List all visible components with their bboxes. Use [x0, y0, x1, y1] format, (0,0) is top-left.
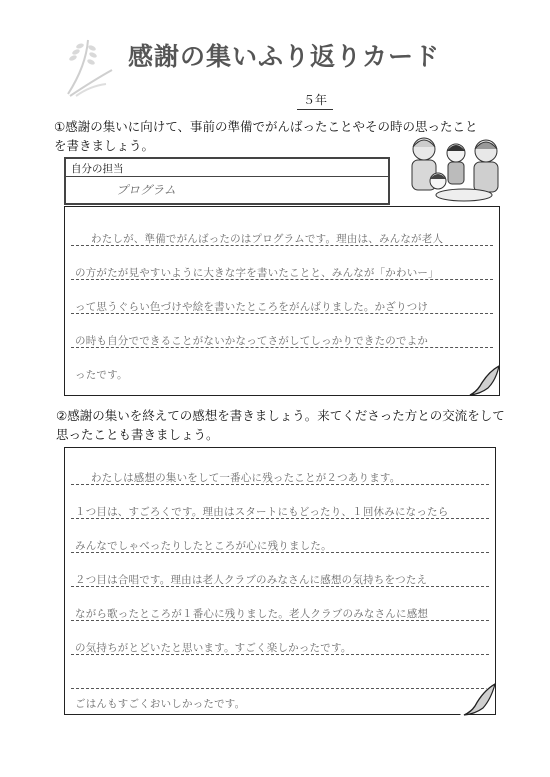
role-box — [64, 157, 390, 205]
answer-1-line-1: わたしが、準備でがんばったのはプログラムです。理由は、みんなが老人 — [91, 233, 444, 245]
answer-2-line-2: １つ目は、すごろくです。理由はスタートにもどったり、１回休みになったら — [75, 506, 449, 518]
answer-2-line-1: わたしは感想の集いをして一番心に残ったことが２つあります。 — [91, 472, 401, 484]
answer-2-line-5: ながら歌ったところが１番心に残りました。老人クラブのみなさんに感想 — [75, 608, 429, 620]
answer-2-line-6: の気持ちがとどいたと思います。すごく楽しかったです。 — [75, 642, 352, 654]
page-curl-icon — [460, 680, 496, 716]
grade-label: ５年 — [297, 91, 333, 110]
answer-1-line-5: ったです。 — [75, 369, 128, 381]
role-value[interactable]: プログラム — [116, 183, 176, 197]
answer-panel-1[interactable] — [64, 206, 500, 396]
answer-panel-2[interactable] — [64, 447, 496, 715]
answer-2-line-4: ２つ目は合唱です。理由は老人クラブのみなさんに感想の気持ちをつたえ — [75, 574, 428, 586]
answer-1-line-4: の時も自分でできることがないかなってさがしてしっかりできたのでよか — [75, 335, 429, 347]
role-label: 自分の担当 — [71, 163, 124, 175]
answer-1-line-3: って思うぐらい色づけや絵を書いたところをがんばりました。かざりつけ — [75, 301, 429, 313]
page-curl-icon — [466, 362, 500, 396]
rice-plant-icon — [60, 36, 118, 98]
question-2-text: ②感謝の集いを終えての感想を書きましょう。来てくださった方との交流をして思ったことも書きましょう。 — [56, 408, 505, 442]
question-1-text: ①感謝の集いに向けて、事前の準備でがんばったことやその時の思ったことを書きましょう。 — [54, 119, 478, 153]
role-divider — [66, 176, 388, 177]
answer-2-line-3: みんなでしゃべったりしたところが心に残りました。 — [75, 540, 332, 552]
people-illustration — [404, 129, 504, 203]
writing-line — [71, 688, 489, 689]
answer-2-line-7: ごはんもすごくおいしかったです。 — [75, 698, 246, 710]
page-title: 感謝の集いふり返りカード — [128, 42, 441, 71]
answer-1-line-2: の方がたが見やすいように大きな字を書いたことと、みんなが「かわいー」 — [75, 267, 439, 279]
